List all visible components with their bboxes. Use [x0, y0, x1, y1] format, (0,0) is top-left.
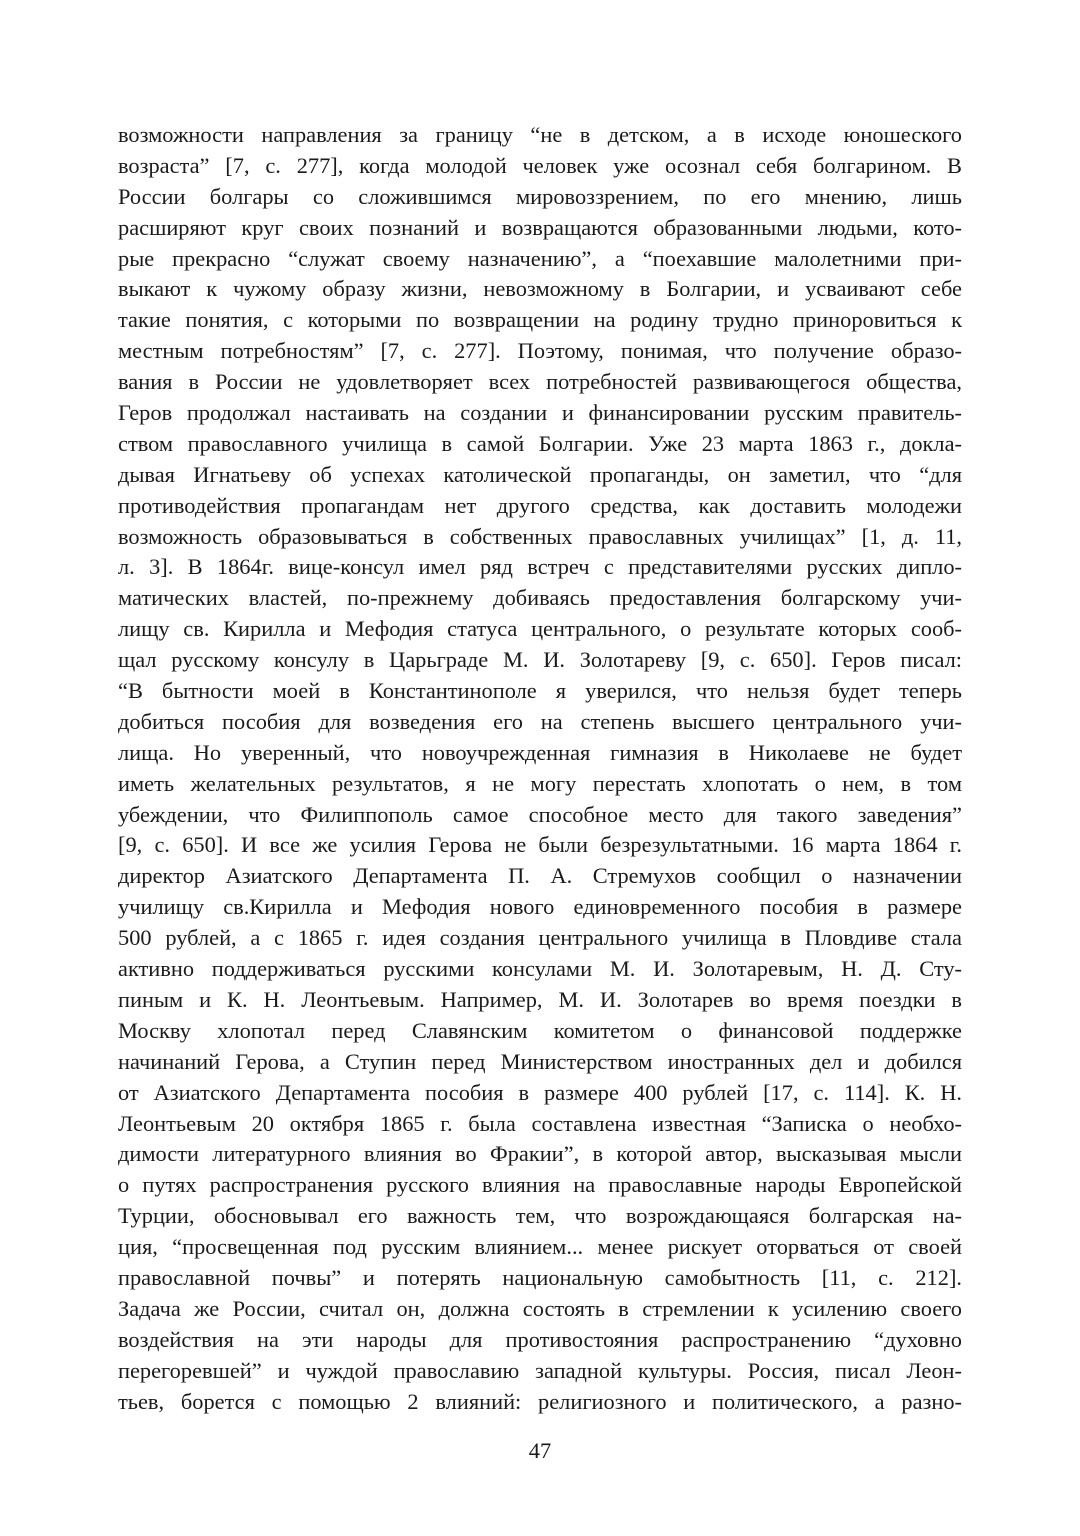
text-line: димости литературного влияния во Фракии”, в которой автор, высказывая мысли [118, 1141, 962, 1167]
text-line: дывая Игнатьеву об успехах католической пропаганды, он заметил, что “для [118, 461, 962, 487]
text-line: Леонтьевым 20 октября 1865 г. была составлена известная “Записка о необхо- [118, 1110, 962, 1136]
text-line: вания в России не удовлетворяет всех потребностей развивающегося общества, [118, 369, 962, 395]
text-line: начинаний Герова, а Ступин перед Министерством иностранных дел и добился [118, 1048, 962, 1074]
text-line: “В бытности моей в Константинополе я уверился, что нельзя будет теперь [118, 678, 962, 704]
text-line: [9, с. 650]. И все же усилия Герова не были безрезультатными. 16 марта 1864 г. [118, 832, 962, 858]
text-line: о путях распространения русского влияния на православные народы Европейской [118, 1172, 962, 1198]
text-line: активно поддерживаться русскими консулами М. И. Золотаревым, Н. Д. Сту- [118, 956, 962, 982]
page-number: 47 [528, 1438, 552, 1463]
text-line: России болгары со сложившимся мировоззрением, по его мнению, лишь [118, 183, 962, 209]
text-line: выкают к чужому образу жизни, невозможному в Болгарии, и усваивают себе [118, 276, 962, 302]
text-line: пиным и К. Н. Леонтьевым. Например, М. И. Золотарев во время поездки в [118, 986, 962, 1012]
text-line: 500 рублей, а с 1865 г. идея создания центрального училища в Пловдиве стала [118, 925, 962, 951]
text-line: щал русскому консулу в Царьграде М. И. Золотареву [9, с. 650]. Геров писал: [118, 647, 962, 673]
text-line: православной почвы” и потерять национальную самобытность [11, с. 212]. [118, 1264, 962, 1290]
text-line: Геров продолжал настаивать на создании и финансировании русским правитель- [118, 400, 962, 426]
text-line: убеждении, что Филиппополь самое способное место для такого заведения” [118, 801, 962, 827]
text-line: перегоревшей” и чуждой православию западной культуры. Россия, писал Леон- [118, 1357, 962, 1383]
text-line: училищу св.Кирилла и Мефодия нового единовременного пособия в размере [118, 894, 962, 920]
text-line: возможности направления за границу “не в детском, а в исходе юношеского [118, 122, 962, 147]
text-line: Москву хлопотал перед Славянским комитетом о финансовой поддержке [118, 1017, 962, 1043]
text-line: воздействия на эти народы для противостояния распространению “духовно [118, 1326, 962, 1352]
text-line: л. 3]. В 1864г. вице-консул имел ряд встреч с представителями русских дипло- [118, 554, 962, 580]
text-line: лища. Но уверенный, что новоучрежденная гимназия в Николаеве не будет [118, 739, 962, 765]
text-line: возраста” [7, с. 277], когда молодой человек уже осознал себя болгарином. В [118, 152, 962, 178]
body-text [118, 120, 962, 1417]
text-line: местным потребностям” [7, с. 277]. Поэтому, понимая, что получение образо- [118, 338, 962, 364]
text-line: директор Азиатского Департамента П. А. Стремухов сообщил о назначении [118, 863, 962, 889]
text-line: такие понятия, с которыми по возвращении на родину трудно приноровиться к [118, 307, 962, 333]
text-line: от Азиатского Департамента пособия в размере 400 рублей [17, с. 114]. К. Н. [118, 1079, 962, 1105]
text-line: расширяют круг своих познаний и возвращаются образованными людьми, кото- [118, 214, 962, 240]
text-line: ством православного училища в самой Болгарии. Уже 23 марта 1863 г., докла- [118, 430, 962, 456]
text-line: лищу св. Кирилла и Мефодия статуса центрального, о результате которых сооб- [118, 616, 962, 642]
text-line: рые прекрасно “служат своему назначению”, а “поехавшие малолетними при- [118, 245, 962, 271]
text-line: добиться пособия для возведения его на степень высшего центрального учи- [118, 708, 962, 734]
text-line: ция, “просвещенная под русским влиянием... менее рискует оторваться от своей [118, 1234, 962, 1260]
text-line: иметь желательных результатов, я не могу перестать хлопотать о нем, в том [118, 770, 962, 796]
text-line: матических властей, по-прежнему добиваясь предоставления болгарскому учи- [118, 585, 962, 611]
text-line: возможность образовываться в собственных православных училищах” [1, д. 11, [118, 523, 962, 549]
text-line: Турции, обосновывал его важность тем, что возрождающаяся болгарская на- [118, 1203, 962, 1229]
text-line: тьев, борется с помощью 2 влияний: религиозного и политического, а разно- [118, 1388, 962, 1414]
text-line: Задача же России, считал он, должна состоять в стремлении к усилению своего [118, 1295, 962, 1321]
text-line: противодействия пропагандам нет другого средства, как доставить молодежи [118, 492, 962, 518]
